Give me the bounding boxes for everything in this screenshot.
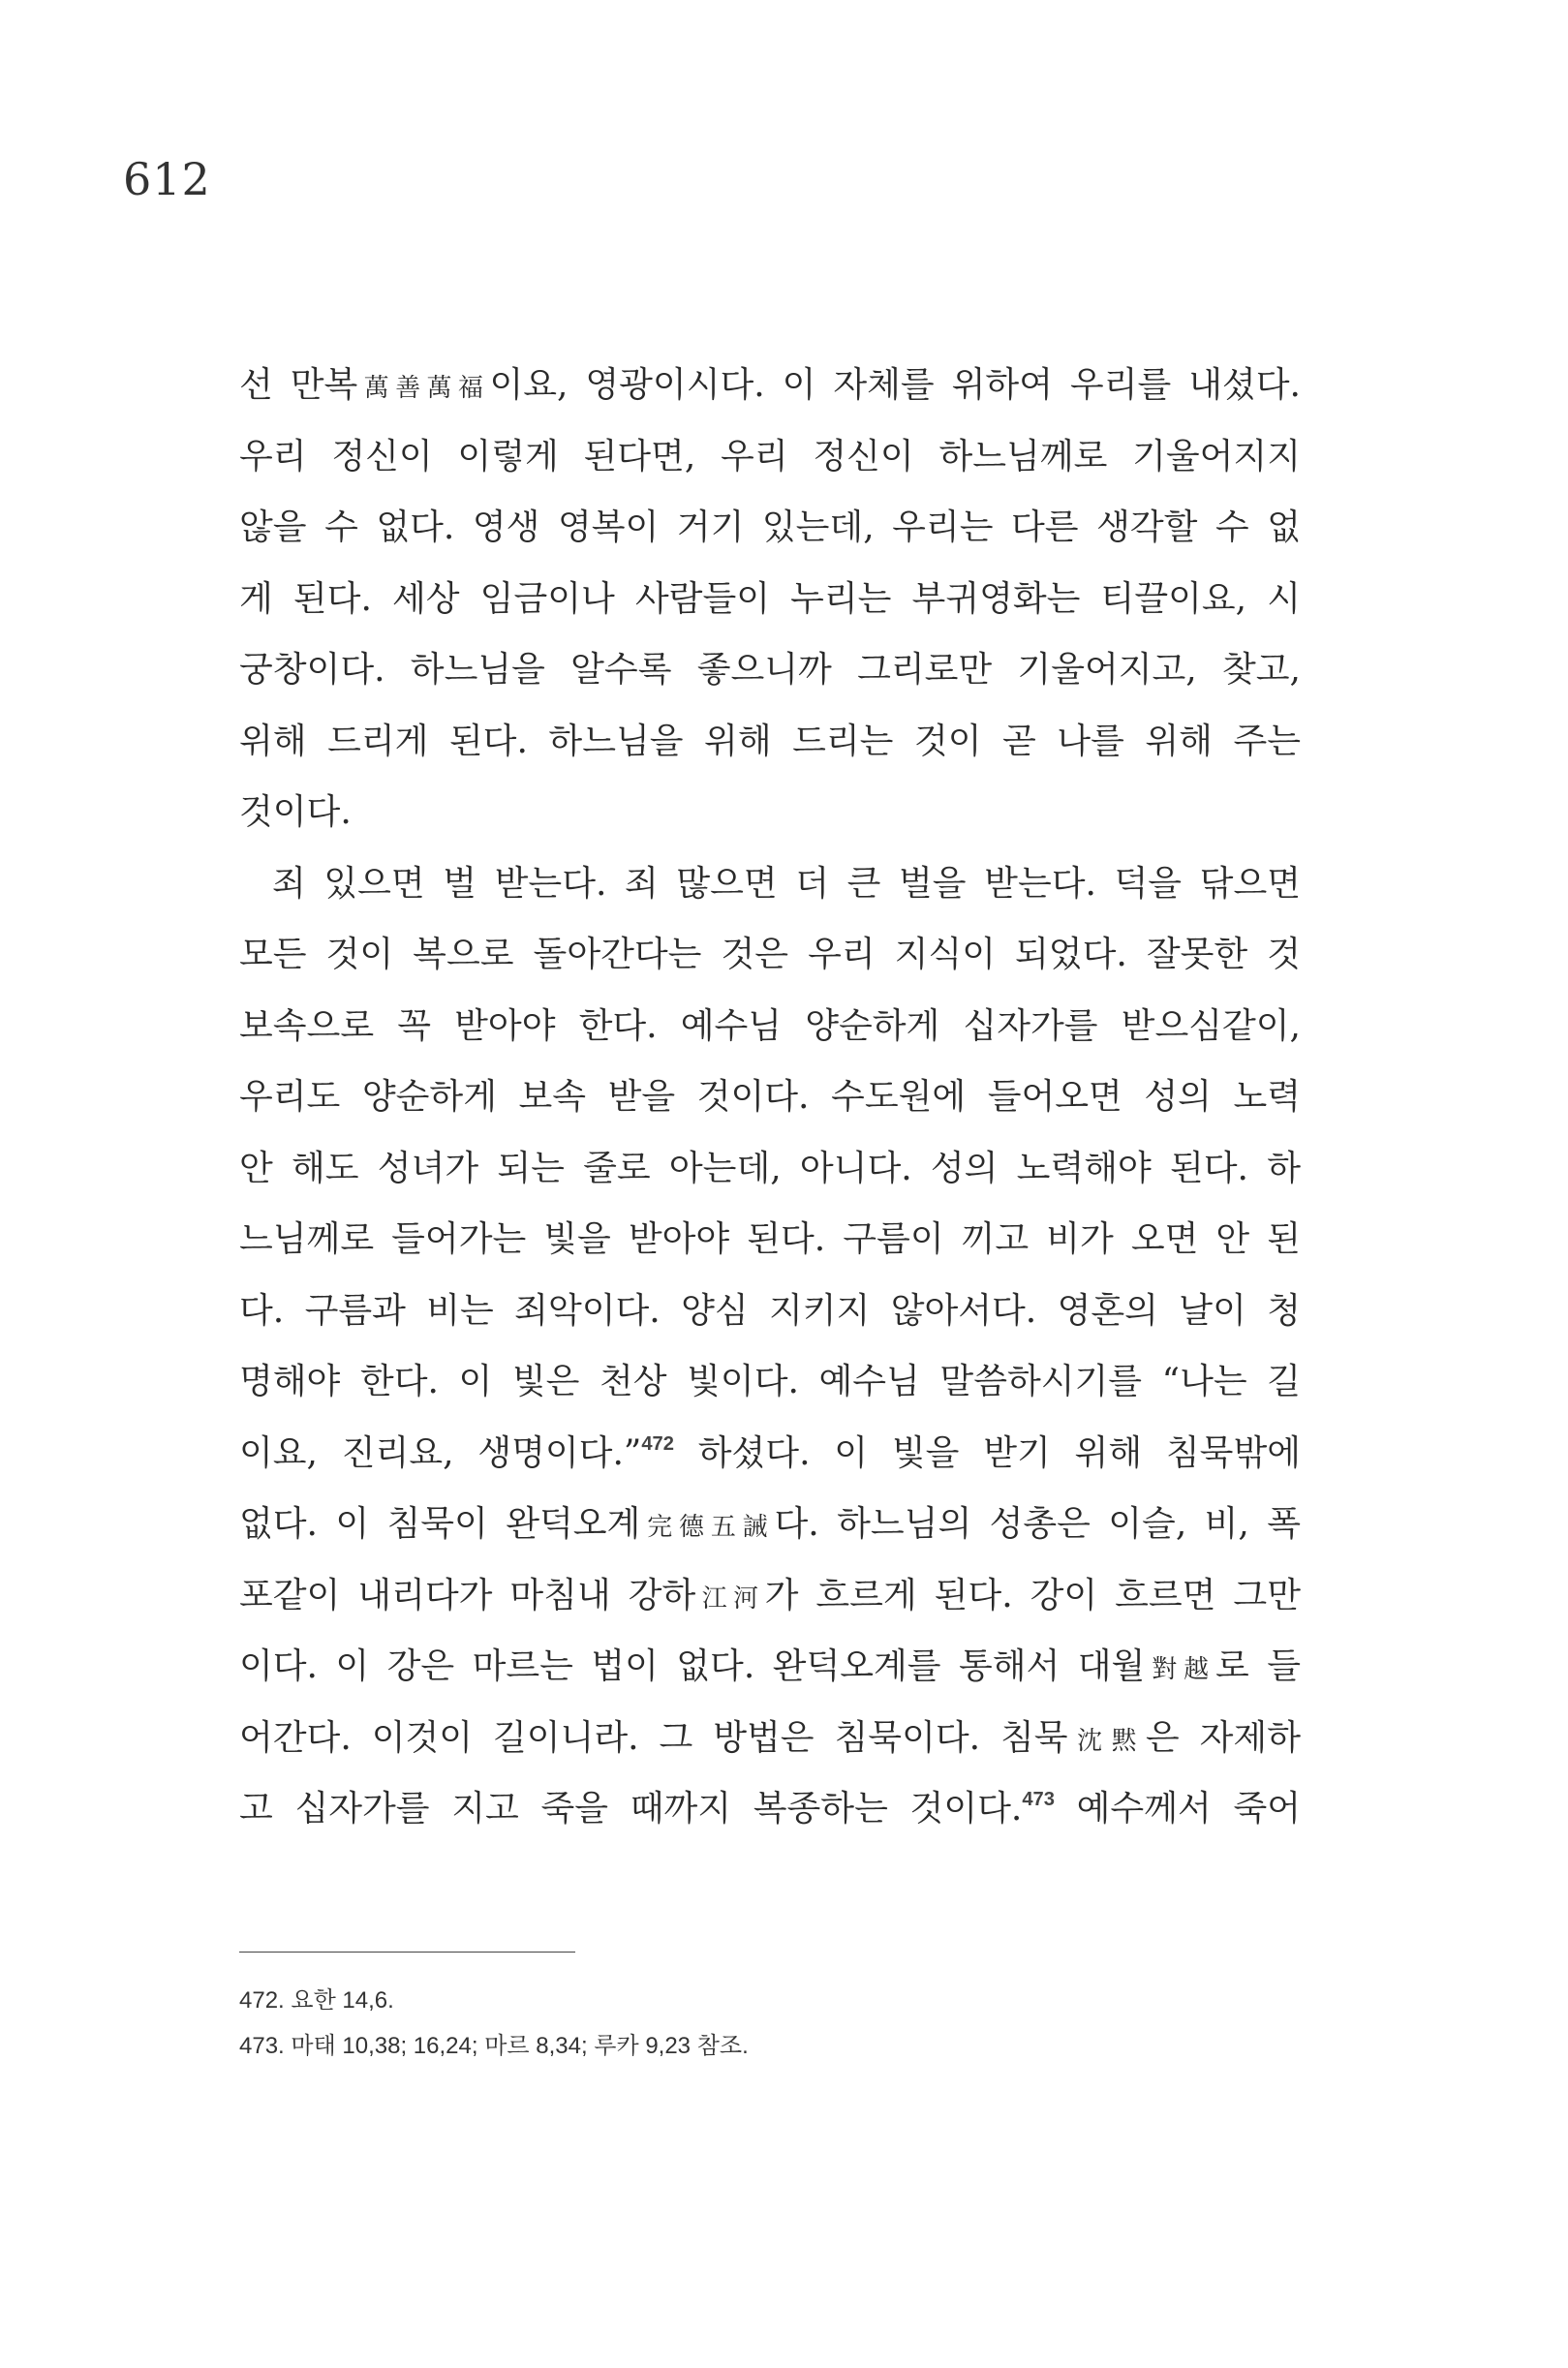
text-line [239,1631,1301,1703]
text-line: 게 된다. 세상 임금이나 사람들이 누리는 부귀영화는 티끌이요, 시 [239,578,1301,619]
text-line: 다. 구름과 비는 죄악이다. 양심 지키지 않아서다. 영혼의 날이 청 [239,1290,1301,1331]
text-line [239,1560,1301,1632]
text-segment: 은 자제하 [1145,1717,1301,1758]
footnote-ref-472: 472 [641,1432,674,1455]
footnote-472: 472. 요한 14,6. [239,1987,394,2014]
hanja-gloss: 完德五誡 [640,1513,775,1542]
page-number: 612 [123,153,211,205]
footnote-ref-473: 473 [1022,1788,1055,1810]
text-segment: 포같이 내리다가 마침내 강하 [239,1575,696,1615]
hanja-gloss: 萬善萬福 [357,374,490,403]
text-segment: 어간다. 이것이 길이니라. 그 방법은 침묵이다. 침묵 [239,1717,1068,1758]
text-line [239,1489,1301,1560]
text-line: 위해 드리게 된다. 하느님을 위해 드리는 것이 곧 나를 위해 주는 [239,721,1301,761]
text-segment: 고 십자가를 지고 죽을 때까지 복종하는 것이다. [239,1789,1023,1829]
text-segment: 하셨다. 이 빛을 받기 위해 침묵밖에 [673,1432,1301,1473]
hanja-gloss: 對越 [1145,1655,1216,1684]
text-segment: 로 들 [1215,1646,1301,1686]
text-line [239,1703,1301,1774]
text-line: 궁창이다. 하느님을 알수록 좋으니까 그리로만 기울어지고, 찾고, [239,650,1301,690]
text-line: 안 해도 성녀가 되는 줄로 아는데, 아니다. 성의 노력해야 된다. 하 [239,1148,1301,1188]
text-segment: 선 만복 [239,365,358,405]
text-line: 죄 있으면 벌 받는다. 죄 많으면 더 큰 벌을 받는다. 덕을 닦으면 [272,863,1301,904]
text-line: 느님께로 들어가는 빛을 받아야 된다. 구름이 끼고 비가 오면 안 된 [239,1219,1301,1259]
text-segment: 다. 하느님의 성총은 이슬, 비, 폭 [774,1504,1301,1544]
text-line: 명해야 한다. 이 빛은 천상 빛이다. 예수님 말씀하시기를 “나는 길 [239,1362,1301,1401]
footnote-divider [239,1952,575,1953]
text-line [239,350,1301,421]
text-segment: 없다. 이 침묵이 완덕오계 [239,1504,641,1544]
text-segment: 가 흐르게 된다. 강이 흐르면 그만 [764,1575,1301,1615]
text-line [239,1773,1301,1845]
hanja-gloss: 江河 [695,1584,765,1614]
text-segment: 예수께서 죽어 [1054,1789,1301,1829]
text-segment: 이요, 진리요, 생명이다.” [239,1432,642,1473]
text-segment: 이요, 영광이시다. 이 자체를 위하여 우리를 내셨다. [489,365,1301,405]
hanja-gloss: 沈黙 [1067,1726,1146,1756]
text-line: 않을 수 없다. 영생 영복이 거기 있는데, 우리는 다른 생각할 수 없 [239,507,1301,547]
text-line: 것이다. [239,792,352,832]
text-line: 모든 것이 복으로 돌아간다는 것은 우리 지식이 되었다. 잘못한 것 [239,935,1301,974]
text-line: 보속으로 꼭 받아야 한다. 예수님 양순하게 십자가를 받으심같이, [239,1005,1301,1046]
text-line [239,1418,1301,1490]
text-segment: 이다. 이 강은 마르는 법이 없다. 완덕오계를 통해서 대월 [239,1646,1146,1686]
footnote-473: 473. 마태 10,38; 16,24; 마르 8,34; 루카 9,23 참조. [239,2033,749,2059]
text-line: 우리도 양순하게 보속 받을 것이다. 수도원에 들어오면 성의 노력 [239,1077,1301,1117]
text-line: 우리 정신이 이렇게 된다면, 우리 정신이 하느님께로 기울어지지 [239,436,1301,477]
